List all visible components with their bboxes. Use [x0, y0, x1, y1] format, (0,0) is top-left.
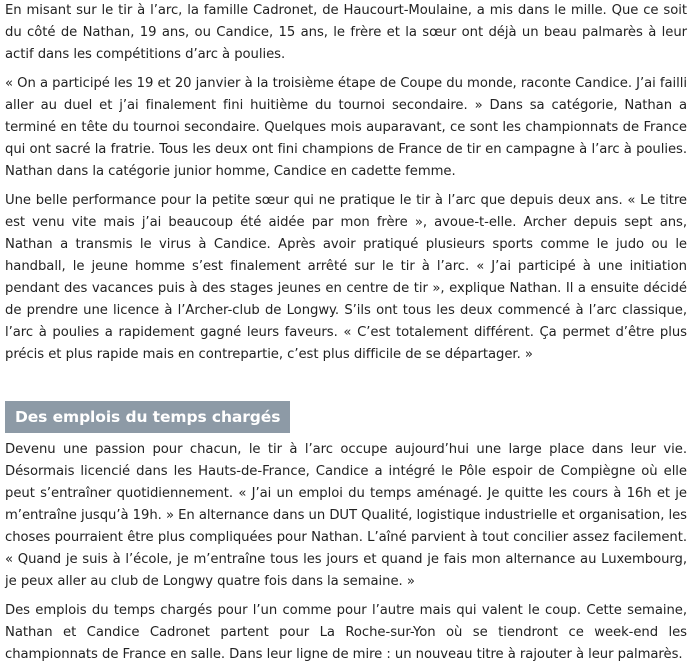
section-heading: Des emplois du temps chargés	[5, 401, 290, 433]
paragraph-candice-quote: « On a participé les 19 et 20 janvier à la troisième étape de Coupe du monde, raconte Candice. J’ai failli aller au duel et j’ai finalement fini huitième du tournoi secondaire. » Dans sa catégorie, Nathan a terminé en tête du tournoi secondaire. Quelques mois auparavant, ce sont les championnats de France qui ont sacré la fratrie. Tous les deux ont fini champions de France de tir en campagne à l’arc à poulies. Nathan dans la catégorie junior homme, Candice en cadette femme.	[5, 76, 687, 179]
paragraph-passion: Devenu une passion pour chacun, le tir à l’arc occupe aujourd’hui une large place dans leur vie. Désormais licencié dans les Hauts-de-France, Candice a intégré le Pôle espoir de Compiègne où elle peut s’entraîner quotidiennement. « J’ai un emploi du temps aménagé. Je quitte les cours à 16h et je m’entraîne jusqu’à 19h. » En alternance dans un DUT Qualité, logistique industrielle et organisation, les choses pourraient être plus compliquées pour Nathan. L’aîné parvient à tout concilier assez facilement. « Quand je suis à l’école, je m’entraîne tous les jours et quand je fais mon alternance au Luxembourg, je peux aller au club de Longwy quatre fois dans la semaine. »	[5, 442, 687, 589]
paragraph-schedules: Des emplois du temps chargés pour l’un comme pour l’autre mais qui valent le coup. Cette semaine, Nathan et Candice Cadronet partent pour La Roche-sur-Yon où se tiendront ce week-end les championnats de France en salle. Dans leur ligne de mire : un nouveau titre à rajouter à leur palmarès.	[5, 603, 687, 662]
paragraph-intro: En misant sur le tir à l’arc, la famille Cadronet, de Haucourt-Moulaine, a mis dans le mille. Que ce soit du côté de Nathan, 19 ans, ou Candice, 15 ans, le frère et la sœur ont déjà un beau palmarès à leur actif dans les compétitions d’arc à poulies.	[5, 3, 687, 62]
paragraph-little-sister: Une belle performance pour la petite sœur qui ne pratique le tir à l’arc que depuis deux ans. « Le titre est venu vite mais j’ai beaucoup été aidée par mon frère », avoue-t-elle. Archer depuis sept ans, Nathan a transmis le virus à Candice. Après avoir pratiqué plusieurs sports comme le judo ou le handball, le jeune homme s’est finalement arrêté sur le tir à l’arc. « J’ai participé à une initiation pendant des vacances puis à des stages jeunes en centre de tir », explique Nathan. Il a ensuite décidé de prendre une licence à l’Archer-club de Longwy. S’ils ont tous les deux commencé à l’arc classique, l’arc à poulies a rapidement gagné leurs faveurs. « C’est totalement différent. Ça permet d’être plus précis et plus rapide mais en contrepartie, c’est plus difficile de se départager. »	[5, 193, 687, 362]
